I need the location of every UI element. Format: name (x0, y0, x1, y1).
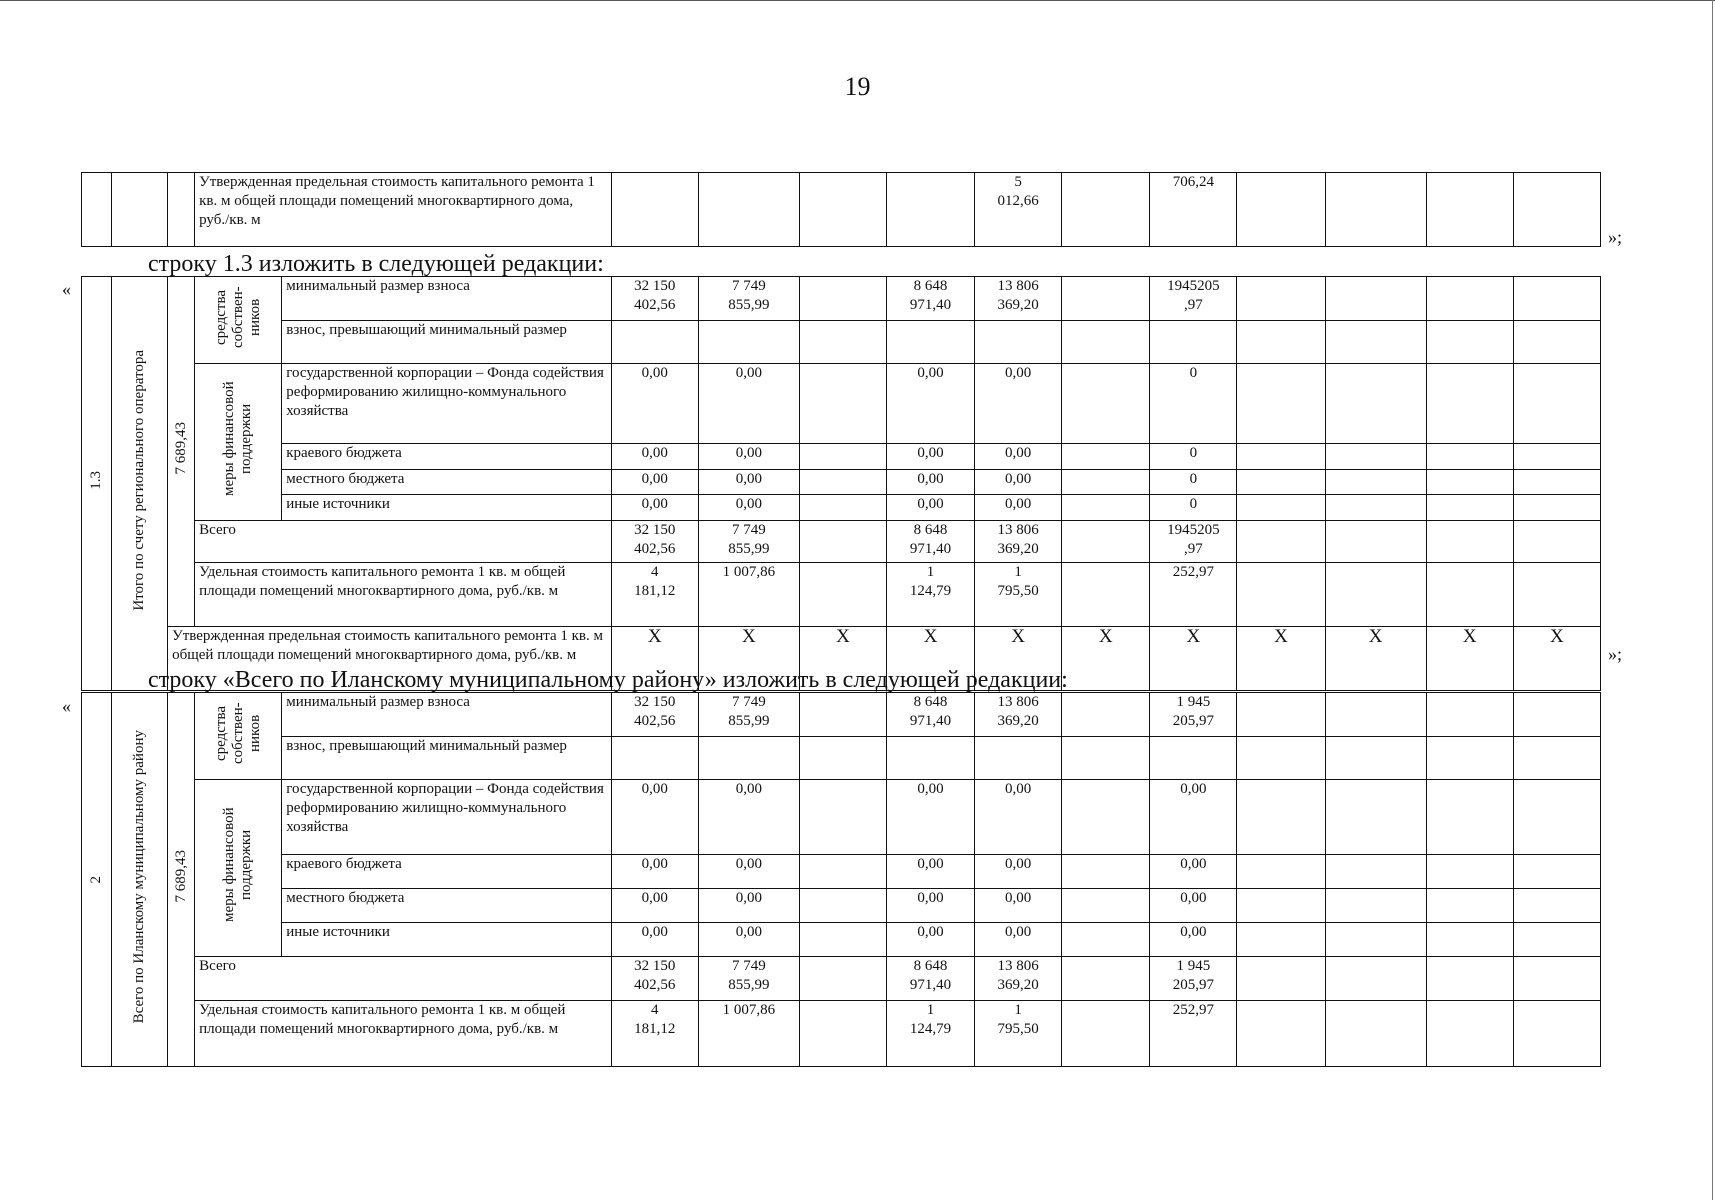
close-quote: »; (1608, 644, 1623, 664)
cell-empty (799, 888, 886, 922)
cell-value: 252,97 (1150, 563, 1237, 627)
support-measures-cell (195, 780, 282, 957)
support-measures-cell (195, 364, 282, 521)
cell-empty (1325, 693, 1426, 737)
cell-empty (887, 320, 975, 364)
cell-empty (1062, 854, 1150, 888)
cell-value: 0,00 (1150, 854, 1237, 888)
cell-value: 7 749 855,99 (698, 521, 799, 563)
row-label: краевого бюджета (282, 444, 611, 470)
cell-value: 1 124,79 (887, 1001, 975, 1067)
cell-value: 13 806 369,20 (975, 957, 1062, 1001)
caption-row-1-3: строку 1.3 изложить в следующей редакции: (148, 251, 604, 277)
cell-empty (1062, 780, 1150, 855)
row-label: минимальный размер взноса (282, 277, 611, 321)
cell-empty (1325, 888, 1426, 922)
cell-value: 7 749 855,99 (698, 277, 799, 321)
cell-empty (1062, 173, 1150, 247)
row-total (82, 957, 1601, 1001)
cell-empty (799, 364, 886, 444)
cell-empty (1062, 469, 1150, 495)
cell-value: 0 (1150, 444, 1237, 470)
cell-value: 0,00 (887, 888, 975, 922)
cell-empty (698, 320, 799, 364)
cell-value: 0,00 (975, 495, 1062, 521)
cell-value: 8 648 971,40 (887, 521, 975, 563)
cell-value: 1945205 ,97 (1150, 277, 1237, 321)
row-label: Удельная стоимость капитального ремонта 1 кв. м общей площади помещений многоквартирного дома, руб./кв. м (195, 563, 612, 627)
cell-empty (698, 173, 799, 247)
row-label: Утвержденная предельная стоимость капитального ремонта 1 кв. м общей площади помещений многоквартирного дома, руб./кв. м (168, 627, 612, 691)
cell-empty (1325, 563, 1426, 627)
cell-value: 0,00 (887, 922, 975, 956)
cell-value: 0,00 (698, 780, 799, 855)
page-number: 19 (844, 72, 871, 101)
cell-empty (112, 173, 168, 247)
cell-empty (1513, 444, 1600, 470)
cell-empty (799, 1001, 886, 1067)
cell-value: 13 806 369,20 (975, 277, 1062, 321)
cell-value: 0,00 (887, 364, 975, 444)
caption-row-total: строку «Всего по Иланскому муниципальному району» изложить в следующей редакции: (148, 667, 1068, 693)
cell-empty (1513, 1001, 1600, 1067)
cell-value: 13 806 369,20 (975, 693, 1062, 737)
cell-empty (168, 173, 195, 247)
cell-empty (1513, 173, 1600, 247)
row-label: местного бюджета (282, 469, 611, 495)
row-over-min (82, 320, 1601, 364)
cell-value: 706,24 (1150, 173, 1237, 247)
x-mark: X (975, 627, 1062, 691)
cell-value: 0,00 (1150, 780, 1237, 855)
cell-empty (1426, 495, 1513, 521)
cell-empty (1150, 736, 1237, 780)
cell-empty (1325, 1001, 1426, 1067)
cell-empty (1062, 277, 1150, 321)
cell-empty (1062, 888, 1150, 922)
cell-value: 0,00 (1150, 922, 1237, 956)
cell-value: 0,00 (975, 922, 1062, 956)
x-mark: X (1513, 627, 1600, 691)
cell-empty (1513, 277, 1600, 321)
row-label: местного бюджета (282, 888, 611, 922)
cell-empty (1237, 173, 1325, 247)
cell-empty (1426, 957, 1513, 1001)
cell-empty (1062, 495, 1150, 521)
cell-value: 0,00 (975, 469, 1062, 495)
row-label: Всего (195, 957, 612, 1001)
row-total (82, 521, 1601, 563)
cell-empty (799, 957, 886, 1001)
area-value: 7 689,43 (172, 850, 189, 903)
row-unit-cost (82, 563, 1601, 627)
cell-value: 1945205 ,97 (1150, 521, 1237, 563)
cell-value: 0,00 (698, 364, 799, 444)
cell-value: 0,00 (975, 780, 1062, 855)
cell-empty (1237, 320, 1325, 364)
cell-value: 0,00 (975, 854, 1062, 888)
cell-empty (82, 173, 112, 247)
row-over-min (82, 736, 1601, 780)
cell-value: 0,00 (611, 854, 698, 888)
cell-value: 0 (1150, 469, 1237, 495)
cell-value: 7 749 855,99 (698, 957, 799, 1001)
row-label: государственной корпорации – Фонда содействия реформированию жилищно-коммунального хозяйства (282, 780, 611, 855)
support-measures-label: меры финансовой поддержки (221, 807, 255, 923)
row-fund (82, 364, 1601, 444)
cell-empty (1513, 495, 1600, 521)
cell-value: 7 749 855,99 (698, 693, 799, 737)
row-local (82, 888, 1601, 922)
cell-value: 0,00 (611, 469, 698, 495)
cell-value: 4 181,12 (611, 563, 698, 627)
cell-empty (1325, 364, 1426, 444)
cell-empty (1062, 444, 1150, 470)
cell-empty (1237, 1001, 1325, 1067)
row-number: 2 (88, 875, 105, 883)
cell-empty (1237, 736, 1325, 780)
cell-value: 8 648 971,40 (887, 277, 975, 321)
cell-value: 32 150 402,56 (611, 277, 698, 321)
cell-value: 4 181,12 (611, 1001, 698, 1067)
row-unit-cost (82, 1001, 1601, 1067)
cell-empty (1325, 495, 1426, 521)
section-name-cell (112, 693, 168, 1067)
row-min-fee (82, 277, 1601, 321)
cell-empty (1426, 173, 1513, 247)
page-border-top (0, 0, 1715, 1)
cell-value: 0,00 (611, 922, 698, 956)
cell-empty (1426, 277, 1513, 321)
cell-value: 1 007,86 (698, 563, 799, 627)
top-limit-row (82, 173, 1601, 247)
open-quote: « (62, 279, 71, 299)
x-mark: X (1237, 627, 1325, 691)
cell-value: 0,00 (698, 922, 799, 956)
cell-empty (1150, 320, 1237, 364)
cell-empty (1062, 364, 1150, 444)
cell-empty (1237, 495, 1325, 521)
cell-empty (799, 854, 886, 888)
cell-empty (1325, 277, 1426, 321)
cell-empty (1237, 922, 1325, 956)
row-other (82, 495, 1601, 521)
cell-empty (799, 736, 886, 780)
cell-empty (1325, 173, 1426, 247)
cell-empty (1237, 693, 1325, 737)
cell-value: 0,00 (887, 854, 975, 888)
row-other (82, 922, 1601, 956)
cell-value: 32 150 402,56 (611, 521, 698, 563)
cell-empty (1062, 922, 1150, 956)
cell-value: 0 (1150, 364, 1237, 444)
cell-empty (1237, 957, 1325, 1001)
row-label: Удельная стоимость капитального ремонта 1 кв. м общей площади помещений многоквартирного дома, руб./кв. м (195, 1001, 612, 1067)
cell-value: 8 648 971,40 (887, 693, 975, 737)
page-border-right (1712, 0, 1713, 1200)
cell-empty (1426, 469, 1513, 495)
cell-empty (611, 736, 698, 780)
cell-value: 0,00 (887, 469, 975, 495)
cell-empty (1325, 922, 1426, 956)
row-label: Утвержденная предельная стоимость капитального ремонта 1 кв. м общей площади помещений многоквартирного дома, руб./кв. м (195, 173, 612, 247)
row-fund (82, 780, 1601, 855)
cell-value: 0,00 (698, 854, 799, 888)
cell-empty (1237, 563, 1325, 627)
cell-empty (1062, 563, 1150, 627)
owners-funds-cell (195, 693, 282, 780)
cell-empty (1325, 736, 1426, 780)
row-label: взнос, превышающий минимальный размер (282, 736, 611, 780)
cell-empty (1513, 736, 1600, 780)
x-mark: X (1325, 627, 1426, 691)
cell-empty (1426, 693, 1513, 737)
cell-empty (1325, 521, 1426, 563)
cell-empty (1325, 854, 1426, 888)
row-label: минимальный размер взноса (282, 693, 611, 737)
cell-value: 0,00 (611, 888, 698, 922)
open-quote: « (62, 696, 71, 716)
cell-empty (799, 563, 886, 627)
cell-empty (1513, 320, 1600, 364)
cell-empty (1426, 1001, 1513, 1067)
cell-empty (1513, 364, 1600, 444)
x-mark: X (1150, 627, 1237, 691)
row-number-cell (82, 693, 112, 1067)
cell-empty (1426, 364, 1513, 444)
cell-empty (1062, 320, 1150, 364)
support-measures-label: меры финансовой поддержки (221, 381, 255, 497)
section-2-table (81, 692, 1601, 1067)
close-quote: »; (1608, 227, 1623, 247)
cell-empty (1426, 521, 1513, 563)
area-cell (168, 277, 195, 627)
cell-empty (1513, 521, 1600, 563)
cell-empty (1426, 736, 1513, 780)
cell-empty (1237, 444, 1325, 470)
cell-empty (975, 736, 1062, 780)
cell-empty (975, 320, 1062, 364)
cell-value: 0,00 (611, 495, 698, 521)
cell-value: 0 (1150, 495, 1237, 521)
cell-value: 1 795,50 (975, 1001, 1062, 1067)
cell-empty (1062, 957, 1150, 1001)
cell-empty (1426, 780, 1513, 855)
owners-funds-label: средства собствен-ников (212, 286, 263, 348)
cell-empty (1062, 1001, 1150, 1067)
row-local (82, 469, 1601, 495)
cell-value: 13 806 369,20 (975, 521, 1062, 563)
cell-value: 0,00 (698, 495, 799, 521)
cell-empty (887, 736, 975, 780)
cell-empty (611, 320, 698, 364)
row-label: Всего (195, 521, 612, 563)
cell-empty (1426, 444, 1513, 470)
x-mark: X (887, 627, 975, 691)
cell-empty (1513, 780, 1600, 855)
cell-empty (799, 780, 886, 855)
x-mark: X (611, 627, 698, 691)
cell-value: 1 007,86 (698, 1001, 799, 1067)
cell-empty (1513, 563, 1600, 627)
cell-value: 0,00 (1150, 888, 1237, 922)
cell-value: 32 150 402,56 (611, 957, 698, 1001)
cell-empty (1513, 693, 1600, 737)
cell-empty (1513, 888, 1600, 922)
cell-empty (1513, 957, 1600, 1001)
cell-empty (1237, 469, 1325, 495)
area-value: 7 689,43 (172, 422, 189, 475)
cell-value: 1 795,50 (975, 563, 1062, 627)
cell-value: 32 150 402,56 (611, 693, 698, 737)
cell-empty (1426, 854, 1513, 888)
cell-empty (1325, 469, 1426, 495)
cell-empty (799, 444, 886, 470)
owners-funds-cell (195, 277, 282, 364)
cell-empty (698, 736, 799, 780)
cell-empty (1426, 922, 1513, 956)
cell-empty (799, 495, 886, 521)
cell-value: 1 945 205,97 (1150, 957, 1237, 1001)
cell-value: 8 648 971,40 (887, 957, 975, 1001)
cell-value: 0,00 (975, 888, 1062, 922)
cell-empty (1237, 888, 1325, 922)
row-number: 1.3 (88, 471, 105, 490)
cell-value: 0,00 (611, 444, 698, 470)
area-cell (168, 693, 195, 1067)
cell-value: 0,00 (887, 780, 975, 855)
cell-empty (1513, 469, 1600, 495)
cell-empty (1426, 563, 1513, 627)
cell-empty (1513, 922, 1600, 956)
cell-empty (611, 173, 698, 247)
cell-value: 0,00 (611, 780, 698, 855)
row-regional (82, 854, 1601, 888)
cell-empty (799, 922, 886, 956)
cell-empty (1237, 277, 1325, 321)
row-label: иные источники (282, 495, 611, 521)
x-mark: X (799, 627, 886, 691)
owners-funds-label: средства собствен-ников (212, 702, 263, 764)
x-mark: X (698, 627, 799, 691)
row-regional (82, 444, 1601, 470)
cell-value: 1 124,79 (887, 563, 975, 627)
cell-empty (1325, 780, 1426, 855)
cell-empty (799, 173, 886, 247)
cell-empty (1062, 521, 1150, 563)
section-name-cell (112, 277, 168, 691)
cell-value: 0,00 (611, 364, 698, 444)
cell-empty (1513, 854, 1600, 888)
cell-empty (1062, 736, 1150, 780)
row-label: краевого бюджета (282, 854, 611, 888)
row-number-cell (82, 277, 112, 691)
cell-empty (1426, 888, 1513, 922)
cell-empty (1325, 957, 1426, 1001)
cell-empty (799, 521, 886, 563)
cell-empty (1237, 780, 1325, 855)
cell-empty (1237, 854, 1325, 888)
section-name: Всего по Иланскому муниципальному району (131, 729, 148, 1024)
cell-empty (887, 173, 975, 247)
cell-empty (799, 277, 886, 321)
cell-empty (1062, 693, 1150, 737)
x-mark: X (1426, 627, 1513, 691)
cell-empty (799, 693, 886, 737)
top-row-table (81, 172, 1601, 247)
cell-value: 252,97 (1150, 1001, 1237, 1067)
cell-value: 5 012,66 (975, 173, 1062, 247)
row-label: иные источники (282, 922, 611, 956)
row-label: государственной корпорации – Фонда содействия реформированию жилищно-коммунального хозяйства (282, 364, 611, 444)
cell-empty (799, 469, 886, 495)
row-label: взнос, превышающий минимальный размер (282, 320, 611, 364)
row-min-fee (82, 693, 1601, 737)
cell-empty (1237, 521, 1325, 563)
section-name: Итого по счету регионального оператора (131, 350, 148, 611)
x-mark: X (1062, 627, 1150, 691)
cell-value: 0,00 (698, 888, 799, 922)
cell-value: 0,00 (975, 364, 1062, 444)
cell-empty (1426, 320, 1513, 364)
cell-empty (1237, 364, 1325, 444)
cell-value: 0,00 (698, 469, 799, 495)
cell-empty (1325, 444, 1426, 470)
cell-empty (1325, 320, 1426, 364)
cell-value: 0,00 (698, 444, 799, 470)
cell-value: 0,00 (887, 444, 975, 470)
cell-value: 0,00 (887, 495, 975, 521)
cell-value: 0,00 (975, 444, 1062, 470)
cell-empty (799, 320, 886, 364)
cell-value: 1 945 205,97 (1150, 693, 1237, 737)
section-1-3-table (81, 276, 1601, 691)
